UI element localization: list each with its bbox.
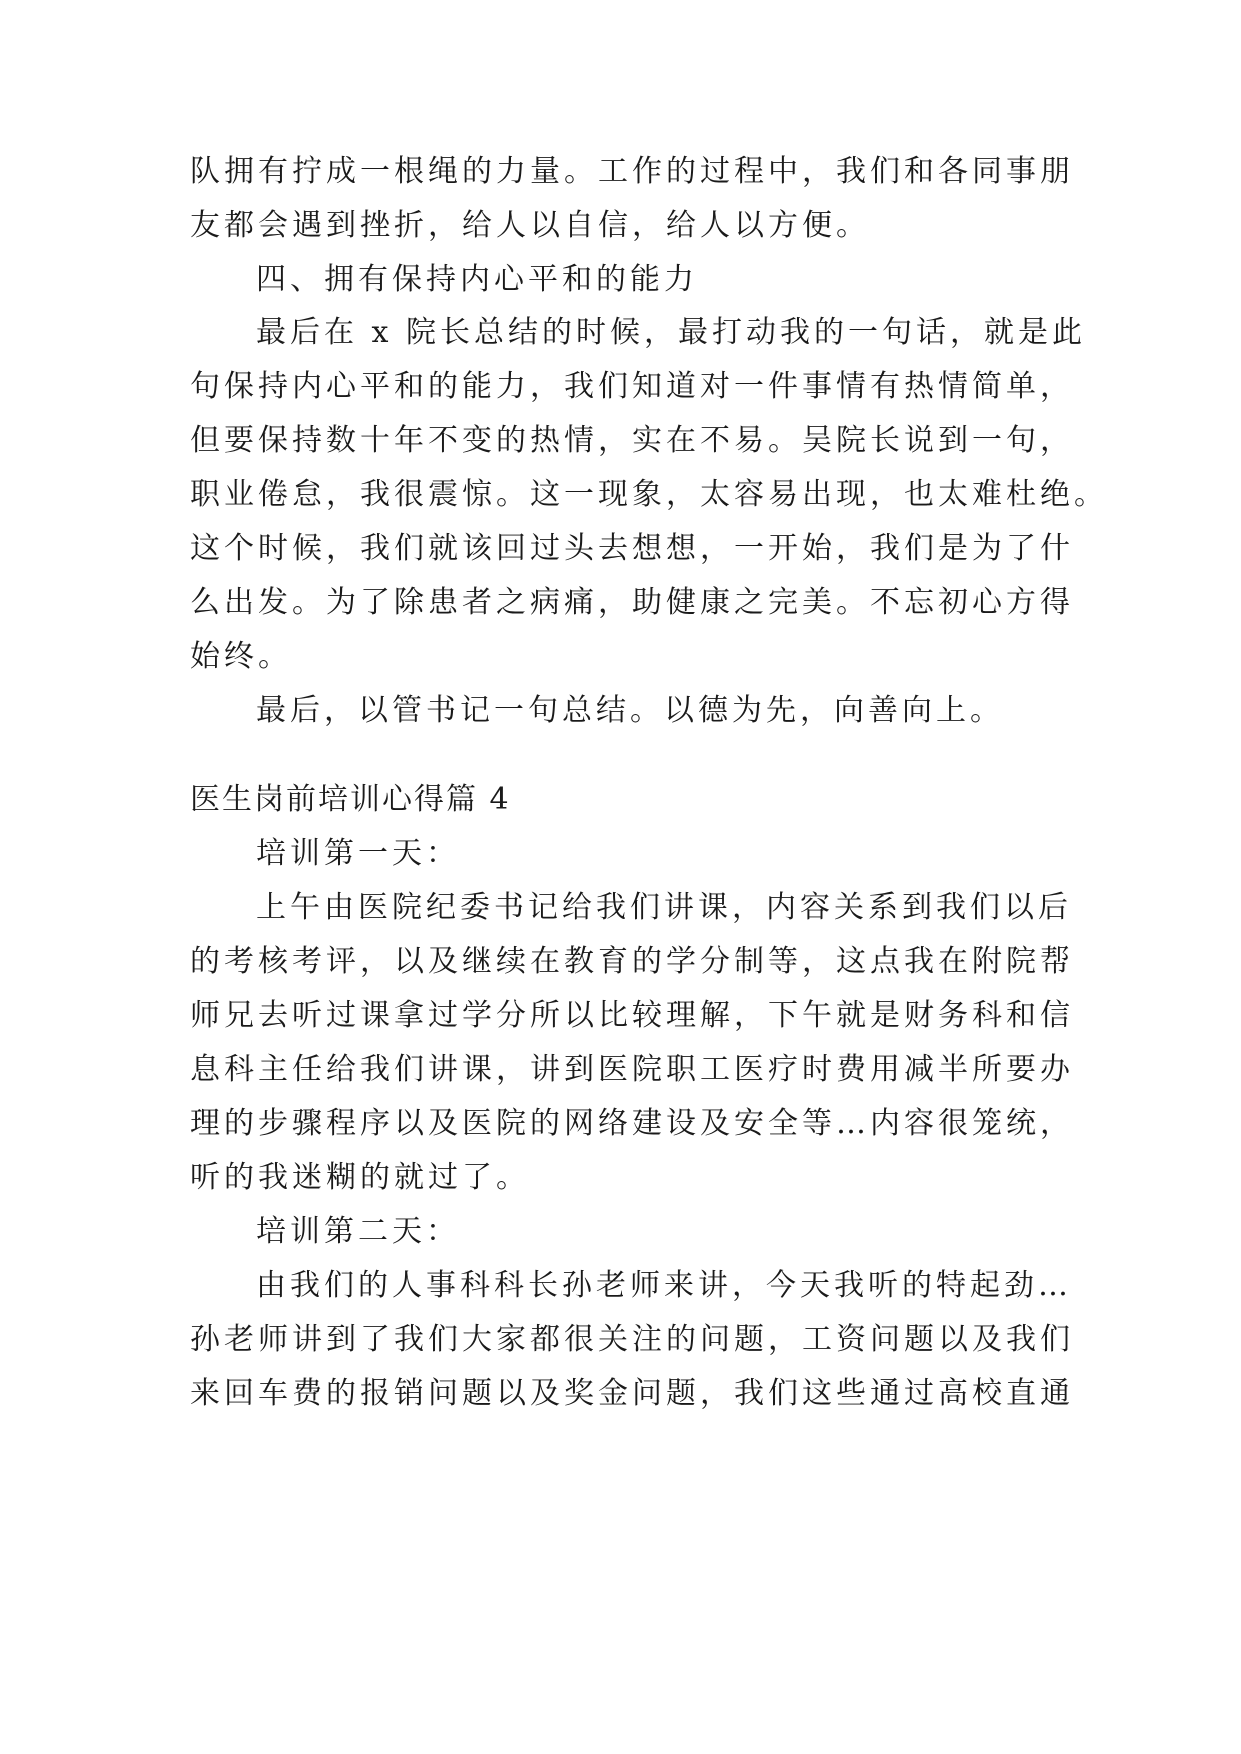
text-line: 这个时候，我们就该回过头去想想，一开始，我们是为了什	[190, 531, 1074, 566]
text-line: 句保持内心平和的能力，我们知道对一件事情有热情简单，	[190, 369, 1074, 404]
text-line: 队拥有拧成一根绳的力量。工作的过程中，我们和各同事朋	[190, 154, 1074, 189]
text-line: 友都会遇到挫折，给人以自信，给人以方便。	[190, 208, 870, 243]
text-line: 但要保持数十年不变的热情，实在不易。吴院长说到一句，	[190, 423, 1074, 458]
day-label: 培训第一天：	[256, 836, 460, 871]
text-line: 师兄去听过课拿过学分所以比较理解，下午就是财务科和信	[190, 998, 1074, 1033]
text-line: 最后在 x 院长总结的时候，最打动我的一句话，就是此	[256, 315, 1086, 350]
text-line: 息科主任给我们讲课，讲到医院职工医疗时费用减半所要办	[190, 1052, 1074, 1087]
text-line: 上午由医院纪委书记给我们讲课，内容关系到我们以后	[256, 890, 1072, 925]
text-line: 最后，以管书记一句总结。以德为先，向善向上。	[256, 693, 1004, 728]
article-title: 医生岗前培训心得篇 4	[190, 782, 511, 817]
text-line: 理的步骤程序以及医院的网络建设及安全等…内容很笼统，	[190, 1106, 1074, 1141]
day-label: 培训第二天：	[256, 1214, 460, 1249]
text-line: 职业倦怠，我很震惊。这一现象，太容易出现，也太难杜绝。	[190, 477, 1108, 512]
text-line: 来回车费的报销问题以及奖金问题，我们这些通过高校直通	[190, 1376, 1074, 1411]
text-line: 孙老师讲到了我们大家都很关注的问题，工资问题以及我们	[190, 1322, 1074, 1357]
section-heading: 四、拥有保持内心平和的能力	[256, 262, 698, 297]
text-line: 听的我迷糊的就过了。	[190, 1160, 530, 1195]
text-line: 由我们的人事科科长孙老师来讲，今天我听的特起劲…	[256, 1268, 1072, 1303]
text-line: 的考核考评，以及继续在教育的学分制等，这点我在附院帮	[190, 944, 1074, 979]
text-line: 么出发。为了除患者之病痛，助健康之完美。不忘初心方得	[190, 585, 1074, 620]
text-line: 始终。	[190, 639, 292, 674]
